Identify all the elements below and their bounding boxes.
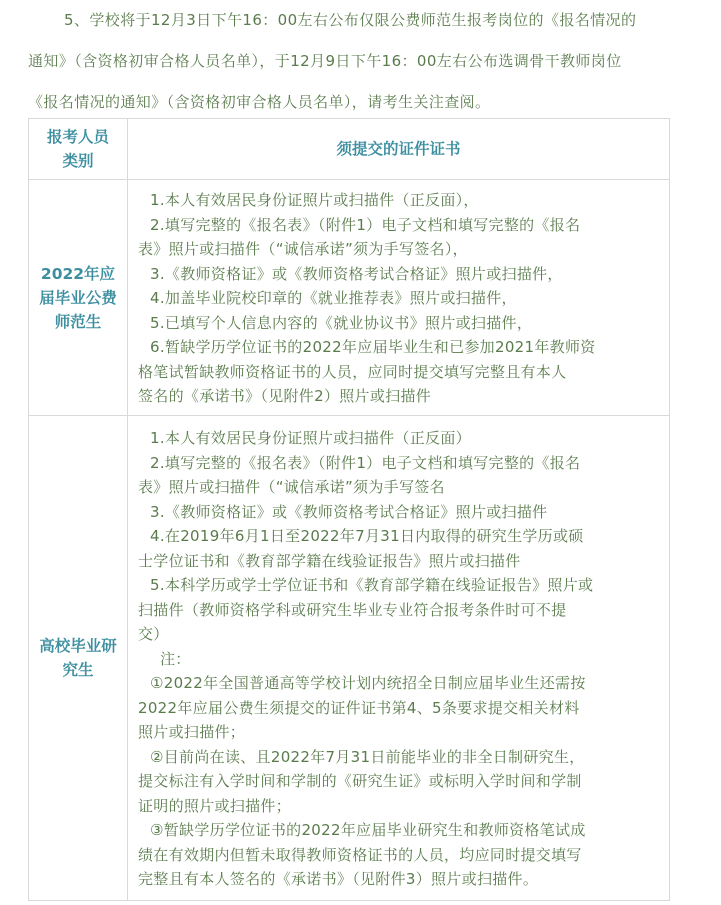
list-item: 4.在2019年6月1日至2022年7月31日内取得的研究生学历或硕 <box>150 527 584 546</box>
list-item: ①2022年全国普通高等学校计划内统招全日制应届毕业生还需按 <box>150 674 586 693</box>
list-item: 1.本人有效居民身份证照片或扫描件（正反面）， <box>150 191 479 210</box>
list-item: 签名的《承诺书》（见附件2）照片或扫描件 <box>138 387 432 406</box>
list-item: 3.《教师资格证》或《教师资格考试合格证》照片或扫描件 <box>150 502 548 521</box>
intro-line-3: 《报名情况的通知》（含资格初审合格人员名单），请考生关注查阅。 <box>28 93 491 111</box>
header-documents: 须提交的证件证书 <box>128 119 670 180</box>
requirements-table <box>28 118 670 901</box>
list-item: 2.填写完整的《报名表》（附件1）电子文档和填写完整的《报名 <box>150 453 581 472</box>
list-item: 绩在有效期内但暂未取得教师资格证书的人员，均应同时提交填写 <box>138 845 582 864</box>
intro-paragraph <box>28 0 688 123</box>
list-item: 1.本人有效居民身份证照片或扫描件（正反面） <box>150 429 471 448</box>
list-item: 证明的照片或扫描件； <box>138 796 292 815</box>
list-item: 交） <box>138 625 169 644</box>
list-item: 扫描件（教师资格学科或研究生毕业专业符合报考条件时可不提 <box>138 600 567 619</box>
list-item: 5.本科学历或学士学位证书和《教育部学籍在线验证报告》照片或 <box>150 576 594 595</box>
list-item: 完整且有本人签名的《承诺书》（见附件3）照片或扫描件。 <box>138 870 539 889</box>
category-cell: 2022年应届毕业公费师范生 <box>29 180 128 416</box>
list-item: 格笔试暂缺教师资格证书的人员，应同时提交填写完整且有本人 <box>138 362 567 381</box>
documents-cell <box>128 180 670 416</box>
list-item: 4.加盖毕业院校印章的《就业推荐表》照片或扫描件， <box>150 289 517 308</box>
list-item: ②目前尚在读、且2022年7月31日前能毕业的非全日制研究生， <box>150 747 585 766</box>
header-category-line-2: 类别 <box>62 152 94 170</box>
intro-line-2: 通知》（含资格初审合格人员名单），于12月9日下午16：00左右公布选调骨干教师岗位 <box>28 52 622 70</box>
list-item: 表》照片或扫描件（“诚信承诺”须为手写签名 <box>138 478 445 497</box>
list-item: 提交标注有入学时间和学制的《研究生证》或标明入学时间和学制 <box>138 772 582 791</box>
intro-line-1: 5、学校将于12月3日下午16：00左右公布仅限公费师范生报考岗位的《报名情况的 <box>64 11 637 29</box>
list-item: 2.填写完整的《报名表》（附件1）电子文档和填写完整的《报名 <box>150 215 581 234</box>
documents-cell <box>128 416 670 901</box>
list-item: 2022年应届公费生须提交的证件证书第4、5条要求提交相关材料 <box>138 698 580 717</box>
list-item: 表》照片或扫描件（“诚信承诺”须为手写签名）， <box>138 240 468 259</box>
header-category <box>29 119 128 180</box>
list-item: 6.暂缺学历学位证书的2022年应届毕业生和已参加2021年教师资 <box>150 338 596 357</box>
table-row <box>29 416 670 901</box>
list-item: 5.已填写个人信息内容的《就业协议书》照片或扫描件， <box>150 313 533 332</box>
list-item: 3.《教师资格证》或《教师资格考试合格证》照片或扫描件， <box>150 264 563 283</box>
category-cell: 高校毕业研究生 <box>29 416 128 901</box>
header-category-line-1: 报考人员 <box>46 128 109 146</box>
list-item: ③暂缺学历学位证书的2022年应届毕业研究生和教师资格笔试成 <box>150 821 586 840</box>
list-item: 照片或扫描件； <box>138 723 246 742</box>
table-row <box>29 180 670 416</box>
note-label: 注： <box>160 649 191 668</box>
list-item: 士学位证书和《教育部学籍在线验证报告》照片或扫描件 <box>138 551 521 570</box>
table-header-row <box>29 119 670 180</box>
